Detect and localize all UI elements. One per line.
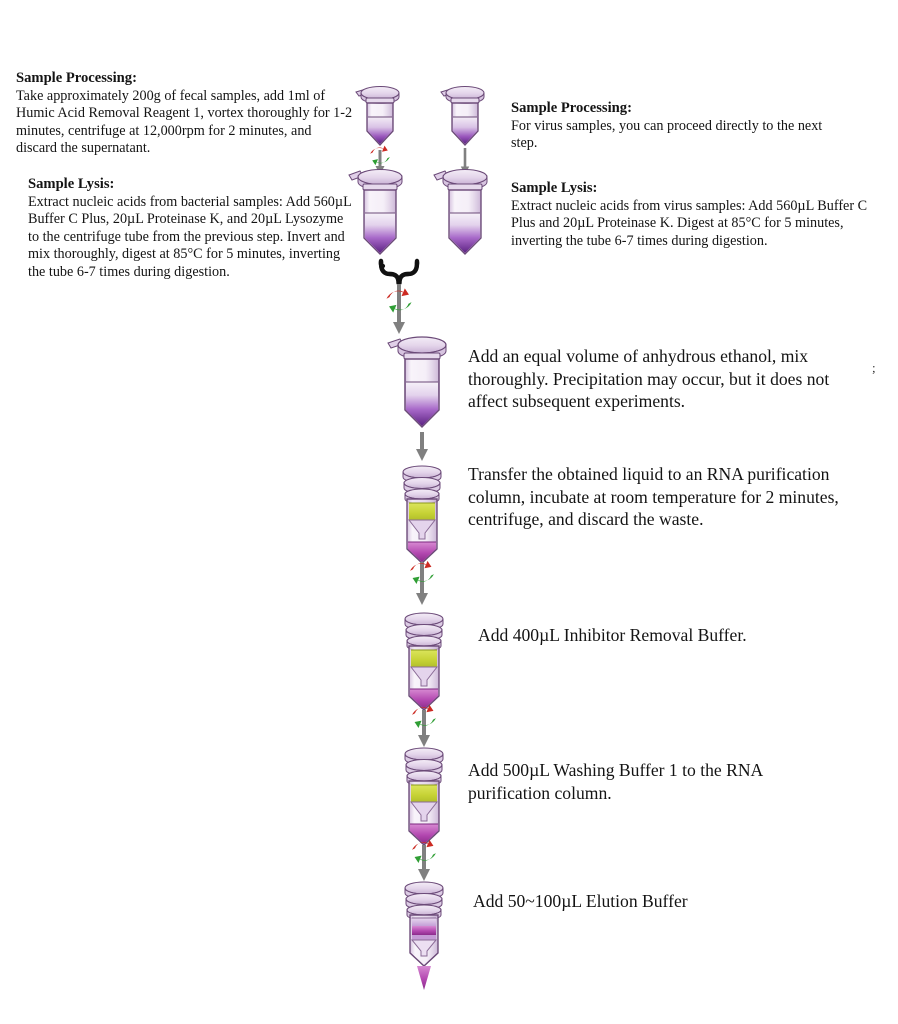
arrow-merge-to-ethanol — [386, 284, 411, 334]
tube-virus-lysis — [434, 170, 487, 255]
tube-bacterial-lysis — [349, 170, 402, 255]
spin-column-elution — [405, 882, 443, 990]
tube-fecal-sample-initial — [356, 87, 399, 146]
step-text-transfer-column: Transfer the obtained liquid to an RNA purification column, incubate at room temperature for 2 minutes, centrifuge, and discard the waste. — [468, 464, 839, 530]
left-sample-processing-heading: Sample Processing: — [16, 70, 137, 86]
right-sample-processing-heading: Sample Processing: — [511, 100, 632, 116]
spin-column-transfer — [403, 466, 441, 563]
arrow-ethanol-to-column — [416, 432, 428, 461]
left-sample-processing-body: Take approximately 200g of fecal samples, add 1ml of Humic Acid Removal Reagent 1, vortex thoroughly for 1-2 minutes, centrifuge at 12,000rpm for 2 minutes, and discard the supernatant. — [16, 87, 353, 157]
tube-ethanol-mix — [388, 337, 446, 427]
step-text-elution: Add 50~100µL Elution Buffer — [473, 891, 688, 911]
left-sample-lysis-heading: Sample Lysis: — [28, 176, 115, 192]
step-text-washing-buffer: Add 500µL Washing Buffer 1 to the RNA purification column. — [468, 760, 763, 803]
arrow-inhibitor-to-washing — [412, 705, 436, 747]
spin-column-washing-buffer — [405, 748, 443, 845]
right-sample-lysis-body: Extract nucleic acids from virus samples: Add 560µL Buffer C Plus and 20µL Proteinase K. Digest at 85°C for 5 minutes, inverting the tube 6-7 times during digestion. — [511, 197, 868, 249]
stray-punctuation-mark: ; — [872, 360, 876, 375]
merge-brace — [381, 261, 417, 283]
spin-column-inhibitor-removal — [405, 613, 443, 710]
left-sample-lysis-body: Extract nucleic acids from bacterial samples: Add 560µL Buffer C Plus, 20µL Proteinase K, and 20µL Lysozyme to the centrifuge tube from the previous step. Invert and mix thoroughly, digest at 85°C for 5 minutes, inverting the tube 6-7 times during digestion. — [28, 193, 352, 280]
step-text-inhibitor-removal: Add 400µL Inhibitor Removal Buffer. — [478, 625, 747, 645]
right-sample-lysis-heading: Sample Lysis: — [511, 180, 598, 196]
arrow-washing-to-elution — [412, 840, 436, 881]
arrow-column-to-inhibitor — [410, 561, 434, 605]
right-sample-processing-body: For virus samples, you can proceed directly to the next step. — [511, 117, 823, 152]
step-text-ethanol: Add an equal volume of anhydrous ethanol, mix thoroughly. Precipitation may occur, but it does not affect subsequent experiments. — [468, 346, 830, 412]
tube-virus-sample-initial — [441, 87, 484, 146]
